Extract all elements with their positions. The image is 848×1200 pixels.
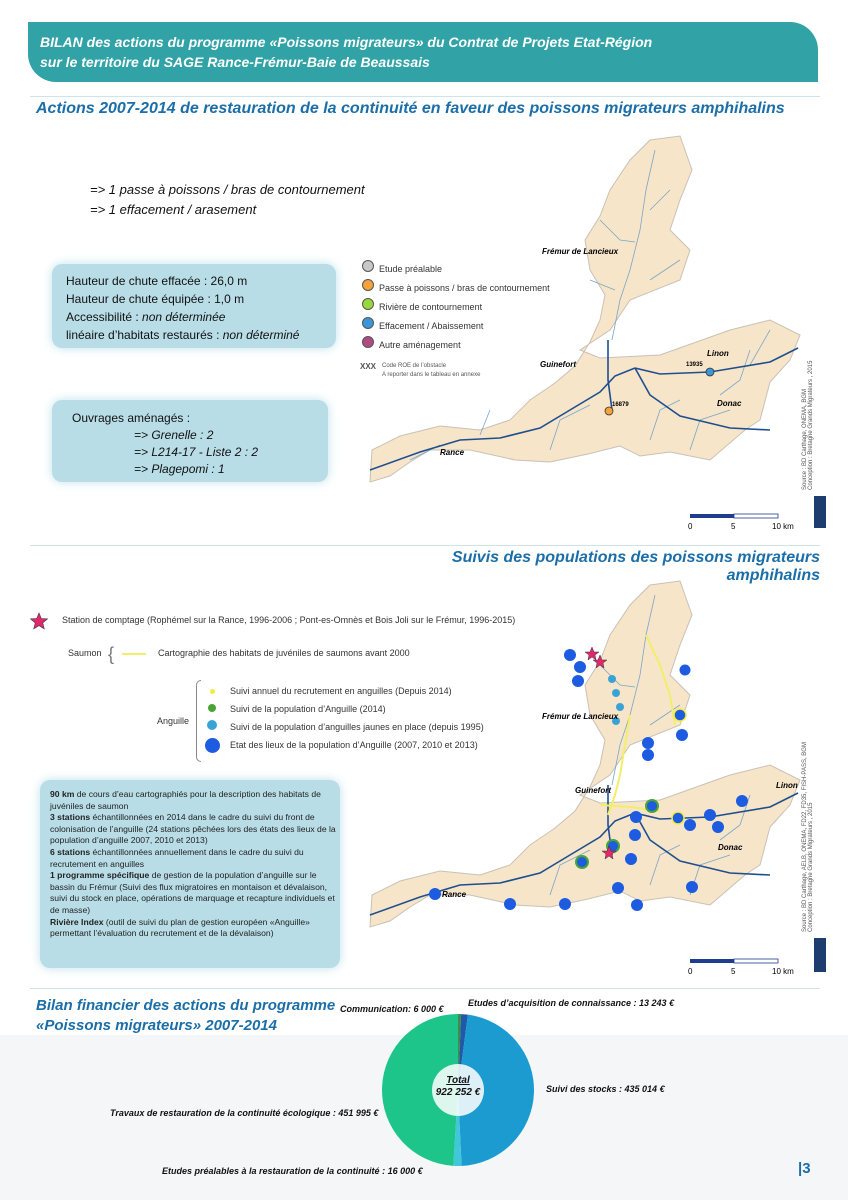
scale-label-5: 5 [731, 967, 736, 976]
legend-label: Passe à poissons / bras de contournement [379, 283, 550, 293]
legend-dot-etat-des-lieux [205, 738, 220, 753]
site-etat-des-lieux [684, 819, 696, 831]
site-etat-des-lieux [631, 899, 643, 911]
stat-habitat-value: non déterminé [222, 328, 300, 342]
source-map1 [802, 361, 814, 490]
ouvrage-item: => L214-17 - Liste 2 : 2 [134, 445, 259, 459]
code-note-2: A reporter dans le tableau en annexe [382, 372, 481, 378]
legend-item [362, 336, 550, 355]
label-guinefort: Guinefort [540, 360, 576, 369]
site-etat-des-lieux [676, 729, 688, 741]
source-line: Source : BD Carthage, AELB, ONEMA, FD22, FD35, FISH-PASS, BGM [802, 742, 808, 932]
info-text-span: échantillonnées en 2014 dans le cadre du suivi du front de colonisation de l’anguille (24 stations pêchées lors des états des lieux de la population d’anguille 2007, 2010 et 2013) [50, 812, 336, 846]
pie-total [418, 1075, 498, 1099]
site-etat-des-lieux [629, 829, 641, 841]
logo-bgm [814, 496, 826, 528]
legend-label: Rivière de contournement [379, 302, 483, 312]
label-code-13935: 13935 [686, 362, 703, 368]
code-note-1: Code ROE de l’obstacle [382, 363, 447, 369]
actions-list [90, 180, 365, 220]
site-etat-des-lieux [674, 709, 686, 721]
legend-label: Suivi annuel du recrutement en anguilles (Depuis 2014) [230, 686, 452, 696]
label-rance: Rance [440, 448, 465, 457]
label-suivi-stocks: Suivi des stocks : 435 014 € [546, 1084, 665, 1094]
stat-accessibility [66, 308, 299, 326]
legend-label: Suivi de la population d’Anguille (2014) [230, 704, 386, 714]
basin-shape [370, 581, 800, 927]
info-item [50, 917, 338, 940]
section1-title: Actions 2007-2014 de restauration de la continuité en faveur des poissons migrateurs amphihalins [36, 100, 785, 117]
section3-title-line2: «Poissons migrateurs» 2007-2014 [36, 1017, 277, 1034]
stat-accessibility-label: Accessibilité : [66, 310, 143, 324]
info-text-span: de cours d’eau cartographiés pour la description des habitats de juvéniles de saumon [50, 789, 321, 811]
site-etat-des-lieux [504, 898, 516, 910]
legend-label: Autre aménagement [379, 340, 461, 350]
scale-label-0: 0 [688, 522, 693, 531]
star-icon [30, 612, 48, 630]
legend-symbol [204, 700, 220, 718]
legend-symbol [204, 718, 220, 736]
info-bold: 1 programme spécifique [50, 870, 150, 881]
site-etat-des-lieux [736, 795, 748, 807]
section1-divider [30, 96, 820, 97]
scale-segment [734, 514, 778, 518]
saumon-item: Cartographie des habitats de juvéniles de saumons avant 2000 [158, 648, 410, 658]
section2-title: Suivis des populations des poissons migrateurs amphihalins [451, 549, 820, 584]
site-etat-des-lieux [564, 649, 576, 661]
site-etat-des-lieux [630, 811, 642, 823]
site-etat-des-lieux [429, 888, 441, 900]
legend-actions [362, 260, 550, 355]
site-etat-des-lieux [625, 853, 637, 865]
brace-saumon-icon: { [108, 644, 115, 664]
legend-item [362, 298, 550, 317]
stat-drop-equipped: Hauteur de chute équipée : 1,0 m [66, 292, 245, 306]
station-star-icon [585, 647, 599, 660]
site-anguilles-jaunes [612, 689, 620, 697]
section3-title-line1: Bilan financier des actions du programme [36, 997, 336, 1014]
label-etudes-prealables: Etudes préalables à la restauration de la continuité : 16 000 € [162, 1166, 423, 1176]
stat-accessibility-value: non déterminée [142, 310, 226, 324]
info-item [50, 789, 338, 812]
header-title-line2: sur le territoire du SAGE Rance-Frémur-Baie de Beaussais [40, 54, 430, 70]
legend-dot-effacement [362, 317, 374, 329]
label-communication: Communication: 6 000 € [340, 1004, 444, 1014]
ouvrage-item: => Grenelle : 2 [134, 428, 214, 442]
site-etat-des-lieux [712, 821, 724, 833]
brace-anguille-icon [196, 680, 201, 762]
label-travaux: Travaux de restauration de la continuité écologique : 451 995 € [110, 1108, 379, 1118]
label-fremur: Frémur de Lancieux [542, 712, 619, 721]
header-title [40, 32, 780, 72]
site-population-2014 [576, 856, 588, 868]
pie-total-label: Total [446, 1075, 470, 1086]
label-donac: Donac [718, 843, 743, 852]
legend-dot-recrutement [210, 689, 215, 694]
site-marker-effacement [706, 368, 714, 376]
info-item [50, 870, 338, 916]
legend-dot-population-2014 [208, 704, 216, 712]
saumon-label: Saumon [68, 648, 102, 658]
label-guinefort: Guinefort [575, 786, 611, 795]
legend-dot-autre [362, 336, 374, 348]
scale-segment [690, 959, 734, 963]
legend-item [362, 317, 550, 336]
header-title-line1: BILAN des actions du programme «Poissons migrateurs» du Contrat de Projets Etat-Région [40, 34, 653, 50]
scale-segment [734, 959, 778, 963]
site-etat-des-lieux [574, 661, 586, 673]
site-marker-passe [605, 407, 613, 415]
source-map2 [802, 742, 814, 932]
info-item [50, 847, 338, 870]
saumon-line-symbol [122, 653, 146, 655]
label-rance: Rance [442, 890, 467, 899]
section3-title [36, 996, 335, 1036]
scale-segment [690, 514, 734, 518]
site-etat-des-lieux [642, 737, 654, 749]
logo-bgm [814, 938, 826, 972]
stat-habitat-label: linéaire d’habitats restaurés : [66, 328, 223, 342]
label-code-16879: 16879 [612, 402, 629, 408]
source-line: Source : BD Carthage, ONEMA, BGM [802, 388, 808, 490]
scale-label-5: 5 [731, 522, 736, 531]
anguille-label: Anguille [157, 716, 190, 726]
scale-label-0: 0 [688, 967, 693, 976]
legend-label: Effacement / Abaissement [379, 321, 484, 331]
info-item [50, 812, 338, 847]
scale-bar [688, 959, 794, 976]
label-donac: Donac [717, 399, 742, 408]
legend-label: Suivi de la population d’anguilles jaunes en place (depuis 1995) [230, 722, 484, 732]
label-linon: Linon [707, 349, 729, 358]
label-etudes-acquisition: Etudes d’acquisition de connaissance : 13 243 € [468, 998, 675, 1008]
pie-total-value: 922 252 € [435, 1087, 481, 1098]
action-item: => 1 effacement / arasement [90, 202, 257, 217]
info-bold: 6 stations [50, 846, 91, 857]
site-etat-des-lieux [704, 809, 716, 821]
legend-label: Etude préalable [379, 264, 443, 274]
site-etat-des-lieux [686, 881, 698, 893]
info-bold: 90 km [50, 789, 75, 799]
site-etat-des-lieux [672, 812, 684, 824]
map-populations [350, 575, 810, 985]
station-label: Station de comptage (Rophémel sur la Rance, 1996-2006 ; Pont-es-Omnès et Bois Joli sur le Frémur, 1996-2015) [62, 615, 516, 625]
ouvrage-item: => Plagepomi : 1 [134, 462, 225, 476]
info-text-span: (outil de suivi du plan de gestion européen «Anguille» permettant l’évaluation du recrutement et de la dévalaison) [50, 916, 310, 939]
site-anguilles-jaunes [608, 675, 616, 683]
legend-dot-anguilles-jaunes [207, 720, 217, 730]
code-note [360, 362, 481, 378]
ouvrages-title: Ouvrages aménagés : [72, 411, 191, 425]
legend-symbol [204, 682, 220, 700]
legend-item [362, 279, 550, 298]
info-bold: Rivière Index [50, 916, 104, 927]
label-fremur: Frémur de Lancieux [542, 247, 619, 256]
label-linon: Linon [776, 781, 798, 790]
section2-divider [30, 545, 820, 546]
site-etat-des-lieux [572, 675, 584, 687]
info-text-span: échantillonnées annuellement dans le cadre du suivi du recrutement en anguilles [50, 846, 304, 869]
stat-habitat [66, 326, 299, 344]
legend-label: Etat des lieux de la population d’Anguille (2007, 2010 et 2013) [230, 740, 478, 750]
page-number: |3 [798, 1160, 811, 1177]
scale-label-10: 10 km [772, 522, 794, 531]
site-etat-des-lieux [642, 749, 654, 761]
site-etat-des-lieux [679, 664, 691, 676]
code-key: XXX [360, 362, 377, 371]
site-etat-des-lieux [559, 898, 571, 910]
site-anguilles-jaunes [616, 703, 624, 711]
source-line: Conception : Bretagne Grands Migrateurs , 2015 [808, 802, 814, 932]
site-etat-des-lieux [612, 882, 624, 894]
source-line: Conception : Bretagne Grands Migrateurs , 2015 [808, 360, 814, 490]
legend-symbol [204, 736, 220, 754]
section3-divider [30, 988, 820, 989]
action-item: => 1 passe à poissons / bras de contournement [90, 182, 365, 197]
info-text-span: de gestion de la population d’anguille sur le bassin du Frémur (Suivi des flux migratoires en montaison et dévalaison, suivi du stock en place, opérations de marquage et recapture individuels et de masse) [50, 870, 335, 915]
site-population-2014 [646, 800, 658, 812]
scale-bar [688, 514, 794, 531]
legend-item [362, 260, 550, 279]
scale-label-10: 10 km [772, 967, 794, 976]
legend-dot-passe [362, 279, 374, 291]
info-text [50, 789, 338, 940]
info-bold: 3 stations [50, 812, 91, 823]
stat-drop-removed: Hauteur de chute effacée : 26,0 m [66, 274, 248, 288]
stats-text [66, 272, 299, 344]
legend-dot-etude [362, 260, 374, 272]
ouvrages-text [72, 410, 258, 478]
legend-dot-riviere [362, 298, 374, 310]
